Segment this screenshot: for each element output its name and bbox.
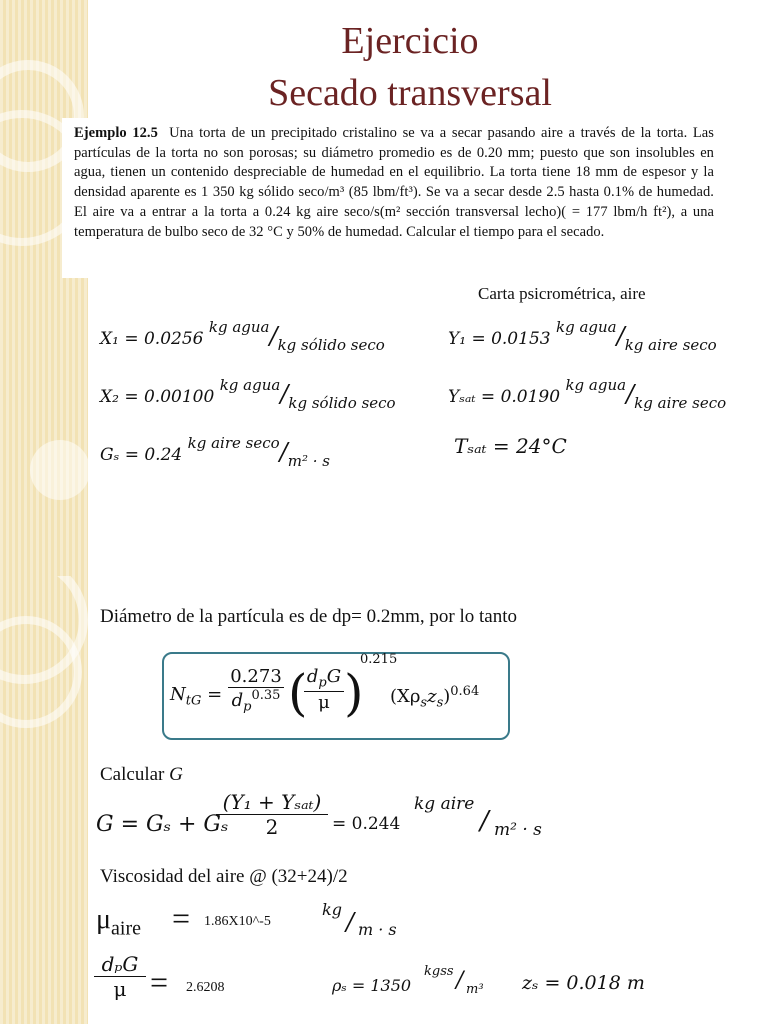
x1-equation: X₁ = 0.0256 kg agua/kg sólido seco bbox=[100, 318, 385, 354]
zs-equation: zₛ = 0.018 m bbox=[522, 972, 645, 994]
mu-equation: $\mu_{aire}$ = 1.86X10^-5 kg / m · s bbox=[96, 900, 397, 940]
ysat-unit-num: kg agua bbox=[565, 376, 627, 394]
y1-unit-num: kg agua bbox=[555, 318, 617, 336]
x1-unit-num: kg agua bbox=[208, 318, 270, 336]
rho-unit-num: kgss bbox=[424, 964, 454, 979]
gs-symbol: Gₛ = 0.24 bbox=[100, 445, 183, 465]
slide-2: Diámetro de la partícula es de dp= 0.2mm, por lo tanto $N_{tG}$ = 0.273 $d_p^{0.35}$ ( $d_pG$ μ ) 0.215 $(X\rho_sz_s)^{0.64}$ Calcular G G = Gₛ + Gₛ (Y₁ + Yₛₐₜ) 2 = 0.244 kg aire / m² · s Viscosidad del aire @ (32+24)/2 $\mu_{aire}$ = 1.86X10^-5 kg / m · s dₚG μ = 2.6208 ρₛ = 1350 kgss / m³ zₛ = 0.018 m bbox=[0, 576, 768, 1024]
gs-equation: Gₛ = 0.24 kg aire seco/m² · s bbox=[100, 434, 330, 470]
diameter-text: Diámetro de la partícula es de dp= 0.2mm, por lo tanto bbox=[100, 606, 517, 627]
psychrometric-chart-label: Carta psicrométrica, aire bbox=[478, 284, 646, 303]
slide-title-line2: Secado transversal bbox=[268, 72, 552, 114]
x2-unit-den: kg sólido seco bbox=[288, 394, 396, 412]
x1-symbol: X₁ = 0.0256 bbox=[100, 329, 204, 349]
problem-statement bbox=[62, 118, 724, 278]
viscosity-label: Viscosidad del aire @ (32+24)/2 bbox=[100, 866, 348, 887]
calc-g-label: Calcular G bbox=[100, 764, 183, 785]
ysat-unit-den: kg aire seco bbox=[634, 394, 727, 412]
rho-unit-den: m³ bbox=[466, 982, 484, 997]
example-label: Ejemplo 12.5 bbox=[74, 125, 158, 141]
x1-unit-den: kg sólido seco bbox=[277, 336, 385, 354]
rho-symbol: ρₛ = 1350 bbox=[332, 976, 412, 995]
x2-unit-num: kg agua bbox=[219, 376, 281, 394]
ysat-symbol: Yₛₐₜ = 0.0190 bbox=[448, 387, 561, 407]
gs-unit-num: kg aire seco bbox=[187, 434, 280, 452]
slide-title-line1: Ejercicio bbox=[341, 20, 479, 62]
decorative-side-band bbox=[0, 0, 88, 576]
y1-equation: Y₁ = 0.0153 kg agua/kg aire seco bbox=[448, 318, 717, 354]
decorative-side-band bbox=[0, 576, 88, 1024]
y1-unit-den: kg aire seco bbox=[624, 336, 717, 354]
tsat-equation: Tₛₐₜ = 24°C bbox=[454, 434, 567, 458]
x2-equation: X₂ = 0.00100 kg agua/kg sólido seco bbox=[100, 376, 396, 412]
problem-text: Una torta de un precipitado cristalino se va a secar pasando aire a través de la torta. Las partículas de la torta no son porosas; su diámetro promedio es de 0.20 mm; puesto que son insolubles en agua, tienen un contenido despreciable de humedad en el equilibrio. La torta tiene 18 mm de espesor y la densidad aparente es 1 350 kg sólido seco/m³ (85 lbm/ft³). Se va a secar desde 2.5 hasta 0.1% de humedad. El aire va a entrar a la torta a 0.24 kg aire seco/s(m² sección transversal lecho)( = 177 lbm/h ft²), a una temperatura de bulbo seco de 32 °C y 50% de humedad. Calcular el tiempo para el secado. bbox=[74, 125, 714, 240]
dpg-mu-equation: dₚG μ = 2.6208 ρₛ = 1350 kgss / m³ zₛ = 0.018 m bbox=[94, 952, 754, 1022]
gs-unit-den: m² · s bbox=[287, 452, 330, 470]
x2-symbol: X₂ = 0.00100 bbox=[100, 387, 215, 407]
y1-symbol: Y₁ = 0.0153 bbox=[448, 329, 551, 349]
ysat-equation: Yₛₐₜ = 0.0190 kg agua/kg aire seco bbox=[448, 376, 727, 412]
